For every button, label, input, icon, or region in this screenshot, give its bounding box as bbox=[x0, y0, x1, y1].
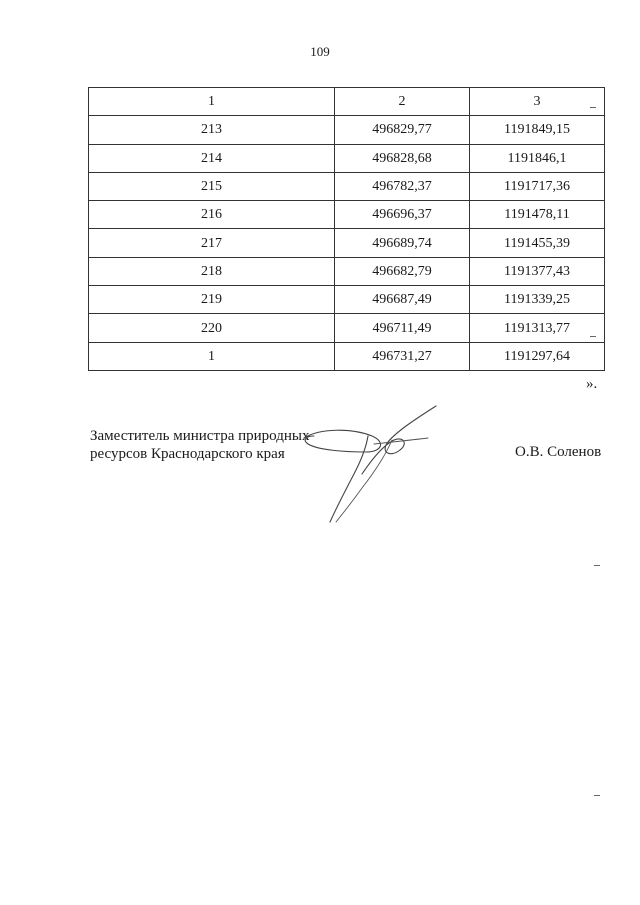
point-number-cell: 214 bbox=[89, 144, 335, 172]
page-number: 109 bbox=[310, 44, 330, 59]
y-coordinate-cell: 1191377,43 bbox=[470, 257, 605, 285]
scan-mark bbox=[590, 107, 596, 108]
scan-mark bbox=[594, 565, 600, 566]
table-row bbox=[89, 229, 605, 257]
header-cell: 3 bbox=[470, 88, 605, 116]
y-coordinate-cell: 1191455,39 bbox=[470, 229, 605, 257]
x-coordinate-cell: 496782,37 bbox=[335, 172, 470, 200]
y-coordinate-cell: 1191849,15 bbox=[470, 116, 605, 144]
table-row bbox=[89, 314, 605, 342]
table-row bbox=[89, 144, 605, 172]
table-row bbox=[89, 286, 605, 314]
table-row bbox=[89, 116, 605, 144]
point-number-cell: 218 bbox=[89, 257, 335, 285]
x-coordinate-cell: 496689,74 bbox=[335, 229, 470, 257]
y-coordinate-cell: 1191478,11 bbox=[470, 201, 605, 229]
signatory-position bbox=[90, 427, 309, 463]
coordinates-table bbox=[88, 87, 605, 371]
point-number-cell: 219 bbox=[89, 286, 335, 314]
x-coordinate-cell: 496682,79 bbox=[335, 257, 470, 285]
x-coordinate-cell: 496829,77 bbox=[335, 116, 470, 144]
table-row bbox=[89, 172, 605, 200]
scan-mark bbox=[594, 795, 600, 796]
position-line: ресурсов Краснодарского края bbox=[90, 446, 285, 462]
y-coordinate-cell: 1191297,64 bbox=[470, 342, 605, 370]
y-coordinate-cell: 1191717,36 bbox=[470, 172, 605, 200]
x-coordinate-cell: 496711,49 bbox=[335, 314, 470, 342]
table-row bbox=[89, 201, 605, 229]
handwritten-signature bbox=[296, 400, 446, 530]
signatory-name: О.В. Соленов bbox=[515, 444, 602, 460]
point-number-cell: 220 bbox=[89, 314, 335, 342]
position-line: Заместитель министра природных bbox=[90, 428, 310, 444]
point-number-cell: 215 bbox=[89, 172, 335, 200]
point-number-cell: 213 bbox=[89, 116, 335, 144]
point-number-cell: 216 bbox=[89, 201, 335, 229]
y-coordinate-cell: 1191846,1 bbox=[470, 144, 605, 172]
y-coordinate-cell: 1191339,25 bbox=[470, 286, 605, 314]
point-number-cell: 217 bbox=[89, 229, 335, 257]
x-coordinate-cell: 496828,68 bbox=[335, 144, 470, 172]
header-cell: 2 bbox=[335, 88, 470, 116]
x-coordinate-cell: 496696,37 bbox=[335, 201, 470, 229]
x-coordinate-cell: 496687,49 bbox=[335, 286, 470, 314]
y-coordinate-cell: 1191313,77 bbox=[470, 314, 605, 342]
header-cell: 1 bbox=[89, 88, 335, 116]
point-number-cell: 1 bbox=[89, 342, 335, 370]
closing-quote: ». bbox=[586, 376, 598, 392]
table-header-row bbox=[89, 88, 605, 116]
table-row bbox=[89, 342, 605, 370]
x-coordinate-cell: 496731,27 bbox=[335, 342, 470, 370]
table-row bbox=[89, 257, 605, 285]
scan-mark bbox=[590, 336, 596, 337]
